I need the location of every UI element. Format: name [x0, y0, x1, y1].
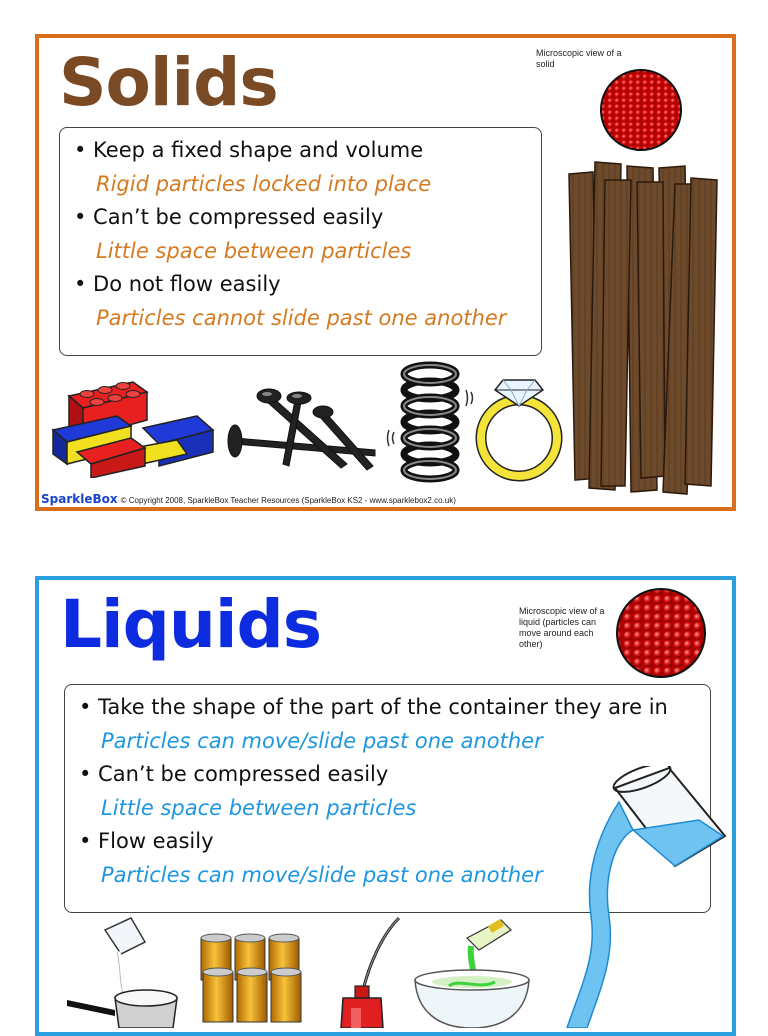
liquid-particles-icon	[613, 586, 709, 680]
liquid-microscope-caption: Microscopic view of a liquid (particles can move around each other)	[519, 606, 605, 649]
sparklebox-logo: SparkleBox	[41, 492, 118, 506]
solid-point-3: • Do not flow easily	[74, 272, 281, 296]
liquids-title: Liquids	[60, 586, 322, 663]
oil-can-icon	[329, 916, 405, 1028]
liquid-point-3: • Flow easily	[79, 829, 214, 853]
liquid-point-2: • Can’t be compressed easily	[79, 762, 389, 786]
liquid-explain-1: Particles can move/slide past one another	[101, 728, 543, 753]
liquid-point-1: • Take the shape of the part of the container they are in	[79, 695, 668, 719]
solids-title: Solids	[59, 44, 278, 121]
solid-point-1: • Keep a fixed shape and volume	[74, 138, 424, 162]
copyright-footer	[41, 492, 456, 506]
liquids-poster	[35, 576, 736, 1036]
diamond-ring-icon	[473, 366, 565, 482]
solid-explain-2: Little space between particles	[96, 238, 412, 263]
wooden-planks-icon	[565, 160, 723, 500]
mixing-bowl-icon	[409, 916, 535, 1028]
solid-properties-box	[59, 127, 542, 356]
solid-explain-1: Rigid particles locked into place	[96, 171, 432, 196]
drink-cans-icon	[197, 932, 307, 1024]
solids-poster	[35, 34, 736, 511]
solid-point-2: • Can’t be compressed easily	[74, 205, 384, 229]
pouring-glass-icon	[557, 766, 729, 1028]
liquid-explain-2: Little space between particles	[101, 795, 417, 820]
lego-bricks-icon	[47, 368, 217, 478]
liquid-explain-3: Particles can move/slide past one another	[101, 862, 543, 887]
solid-particles-icon	[593, 68, 689, 152]
milk-jug-pan-icon	[65, 916, 183, 1028]
nails-icon	[225, 386, 383, 472]
spring-icon	[386, 360, 476, 486]
copyright-text: © Copyright 2008, SparkleBox Teacher Resources (SparkleBox KS2 - www.sparklebox2.co.uk)	[120, 496, 456, 505]
solid-explain-3: Particles cannot slide past one another	[96, 305, 507, 330]
solid-microscope-caption: Microscopic view of a solid	[536, 48, 622, 69]
